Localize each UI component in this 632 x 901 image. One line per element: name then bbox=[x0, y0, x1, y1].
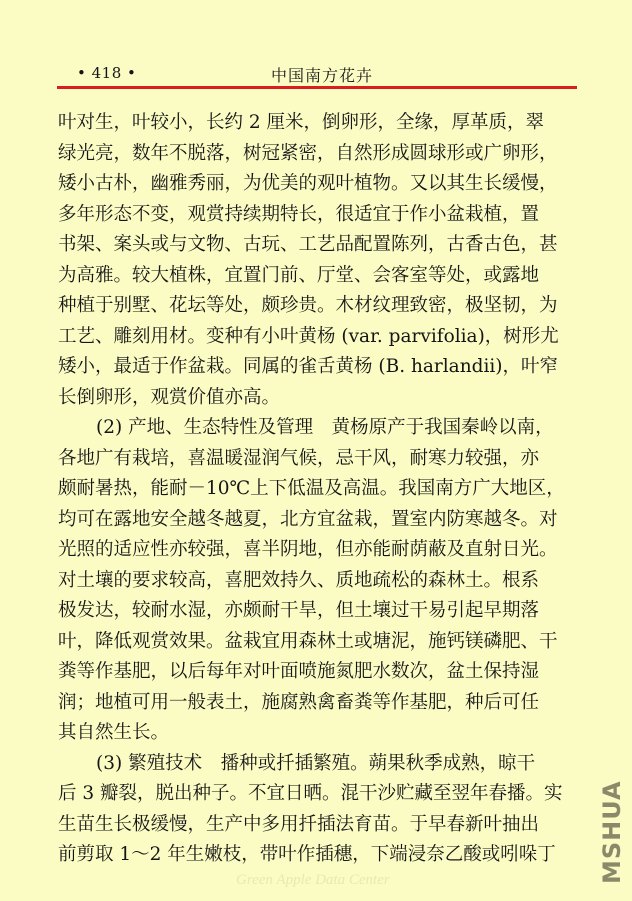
text-line: 长倒卵形，观赏价值亦高。 bbox=[58, 386, 281, 408]
text-line: 光照的适应性亦较强，喜半阴地，但亦能耐荫蔽及直射日光。 bbox=[58, 539, 558, 560]
text-line: 种植于别墅、花坛等处，颇珍贵。木材纹理致密，极坚韧，为 bbox=[58, 295, 558, 316]
header-rule bbox=[57, 86, 577, 89]
page-number: • 418 • bbox=[77, 64, 137, 82]
text-line: 多年形态不变，观赏持续期特长，很适宜于作小盆栽植，置 bbox=[58, 203, 540, 225]
text-line: 叶对生，叶较小，长约 2 厘米，倒卵形，全缘，厚革质，翠 bbox=[58, 112, 545, 133]
text-line: 后 3 瓣裂，脱出种子。不宜日晒。混干沙贮藏至翌年春播。实 bbox=[58, 783, 563, 804]
text-line: 为高雅。较大植株，宜置门前、厅堂、会客室等处，或露地 bbox=[58, 264, 540, 286]
text-line: 对土壤的要求较高，喜肥效持久、质地疏松的森林土。根系 bbox=[58, 569, 540, 591]
section-heading-line: (2) 产地、生态特性及管理 黄杨原产于我国秦岭以南， bbox=[96, 417, 554, 438]
section-heading-line: (3) 繁殖技术 播种或扦插繁殖。蒴果秋季成熟，晾干 bbox=[96, 752, 536, 774]
text-line: 绿光亮，数年不脱落，树冠紧密，自然形成圆球形或广卵形， bbox=[58, 142, 558, 164]
text-line: 前剪取 1～2 年生嫩枝，带叶作插穗，下端浸奈乙酸或吲哚丁 bbox=[58, 844, 556, 865]
page-body bbox=[58, 108, 584, 871]
text-line: 极发达，较耐水湿，亦颇耐干旱，但土壤过干易引起早期落 bbox=[58, 600, 540, 621]
text-line: 颇耐暑热，能耐－10℃上下低温及高温。我国南方广大地区， bbox=[58, 478, 565, 499]
side-watermark bbox=[598, 780, 624, 890]
text-line: 工艺、雕刻用材。变种有小叶黄杨 (var. parvifolia)，树形尤 bbox=[58, 325, 559, 347]
text-line: 矮小古朴，幽雅秀丽，为优美的观叶植物。又以其生长缓慢， bbox=[58, 173, 558, 194]
running-title: 中国南方花卉 bbox=[271, 66, 374, 85]
text-line: 均可在露地安全越冬越夏，北方宜盆栽，置室内防寒越冬。对 bbox=[58, 508, 558, 530]
side-watermark-text: MSHUA bbox=[598, 780, 626, 884]
text-line: 生苗生长极缓慢，生产中多用扦插法育苗。于早春新叶抽出 bbox=[58, 813, 540, 835]
text-line: 书架、案头或与文物、古玩、工艺品配置陈列，古香古色，甚 bbox=[58, 234, 558, 255]
text-line: 叶，降低观赏效果。盆栽宜用森林土或塘泥，施钙镁磷肥、干 bbox=[58, 630, 558, 652]
footer-watermark: Green Apple Data Center bbox=[236, 872, 390, 888]
text-line: 润；地植可用一般表土，施腐熟禽畜粪等作基肥，种后可任 bbox=[58, 691, 540, 713]
text-line: 粪等作基肥，以后每年对叶面喷施氮肥水数次，盆土保持湿 bbox=[58, 661, 540, 682]
text-line: 其自然生长。 bbox=[58, 722, 170, 743]
page-header bbox=[57, 62, 577, 86]
text-line: 各地广有栽培，喜温暖湿润气候，忌干风，耐寒力较强，亦 bbox=[58, 447, 540, 469]
text-line: 矮小，最适于作盆栽。同属的雀舌黄杨 (B. harlandii)，叶窄 bbox=[58, 356, 558, 377]
